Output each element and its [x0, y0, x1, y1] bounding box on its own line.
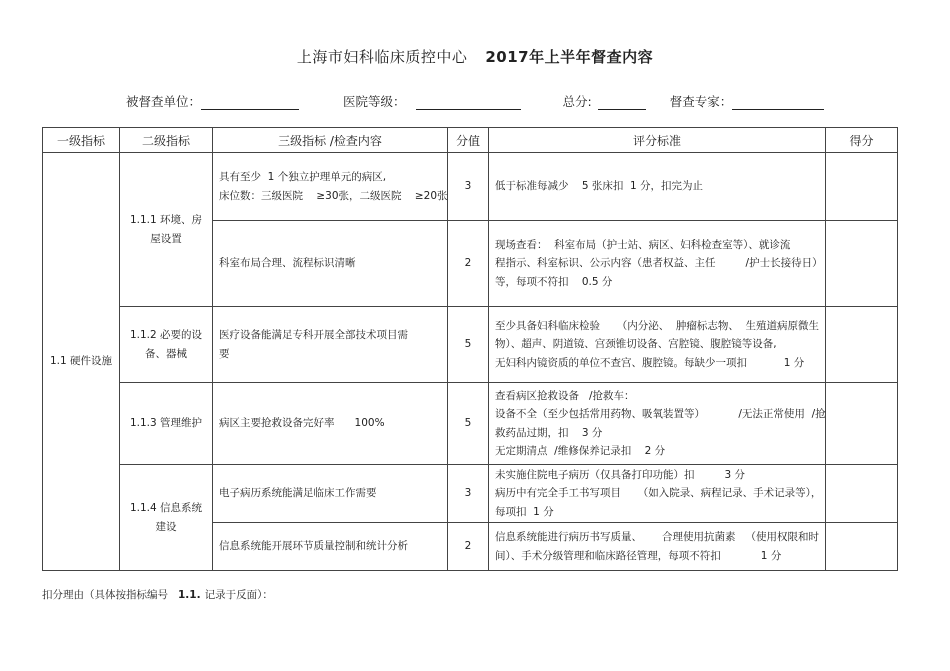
expert-blank[interactable] — [732, 95, 824, 110]
content-cell: 具有至少 1 个独立护理单元的病区, 床位数：三级医院 ≥30张，二级医院 ≥20张 — [213, 153, 448, 221]
footer-prefix: 扣分理由（具体按指标编号 — [42, 589, 168, 601]
level-blank[interactable] — [416, 95, 521, 110]
result-cell[interactable] — [826, 221, 898, 307]
score-cell: 2 — [448, 221, 489, 307]
footer-code: 1.1. — [178, 589, 201, 601]
title-year: 2017年上半年督查内容 — [485, 48, 654, 66]
header-level2: 二级指标 — [120, 128, 213, 153]
result-cell[interactable] — [826, 465, 898, 523]
level2-cell: 1.1.4 信息系统 建设 — [120, 465, 213, 571]
header-score: 分值 — [448, 128, 489, 153]
criteria-cell: 查看病区抢救设备 /抢救车： 设备不全（至少包括常用药物、吸氧装置等） /无法正常使用 /抢 救药品过期，扣 3 分 无定期清点 /维修保养记录扣 2 分 — [489, 383, 826, 465]
unit-label: 被督查单位： — [126, 94, 202, 109]
score-field — [563, 92, 646, 110]
score-blank[interactable] — [598, 95, 646, 110]
unit-blank[interactable] — [201, 95, 299, 110]
content-cell: 医疗设备能满足专科开展全部技术项目需 要 — [213, 307, 448, 383]
score-cell: 3 — [448, 465, 489, 523]
level1-cell: 1.1 硬件设施 — [43, 153, 120, 571]
content-cell: 病区主要抢救设备完好率 100% — [213, 383, 448, 465]
header-level3: 三级指标 /检查内容 — [213, 128, 448, 153]
criteria-cell: 低于标准每减少 5 张床扣 1 分，扣完为止 — [489, 153, 826, 221]
footer-suffix: 记录于反面）： — [204, 589, 273, 601]
unit-field — [126, 92, 299, 110]
level2-cell: 1.1.2 必要的设 备、器械 — [120, 307, 213, 383]
level-field — [343, 92, 521, 110]
header-level1: 一级指标 — [43, 128, 120, 153]
content-cell: 科室布局合理、流程标识清晰 — [213, 221, 448, 307]
result-cell[interactable] — [826, 523, 898, 571]
level2-cell: 1.1.3 管理维护 — [120, 383, 213, 465]
table-row — [43, 153, 898, 221]
info-row — [126, 92, 824, 110]
score-cell: 3 — [448, 153, 489, 221]
header-criteria: 评分标准 — [489, 128, 826, 153]
deduction-note — [42, 587, 273, 602]
result-cell[interactable] — [826, 383, 898, 465]
criteria-cell: 信息系统能进行病历书写质量、 合理使用抗菌素 （使用权限和时 间）、手术分级管理和临床路径管理，每项不符扣 1 分 — [489, 523, 826, 571]
criteria-cell: 现场查看： 科室布局（护士站、病区、妇科检查室等）、就诊流 程指示、科室标识、公示内容（患者权益、主任 /护士长接待日） 等，每项不符扣 0.5 分 — [489, 221, 826, 307]
expert-field — [670, 92, 825, 110]
content-cell: 电子病历系统能满足临床工作需要 — [213, 465, 448, 523]
inspection-table — [42, 127, 898, 571]
result-cell[interactable] — [826, 153, 898, 221]
score-label: 总分: — [562, 94, 592, 109]
level2-cell: 1.1.1 环境、房 屋设置 — [120, 153, 213, 307]
score-cell: 2 — [448, 523, 489, 571]
title-main: 上海市妇科临床质控中心 — [296, 48, 468, 66]
table-header-row — [43, 128, 898, 153]
score-cell: 5 — [448, 383, 489, 465]
page-title — [0, 46, 950, 67]
table-row — [43, 383, 898, 465]
score-cell: 5 — [448, 307, 489, 383]
expert-label: 督查专家： — [669, 94, 733, 109]
table-row — [43, 465, 898, 523]
table-row — [43, 307, 898, 383]
criteria-cell: 至少具备妇科临床检验 （内分泌、 肿瘤标志物、 生殖道病原微生 物）、超声、阴道镜、宫颈锥切设备、宫腔镜、腹腔镜等设备, 无妇科内镜资质的单位不查宫、腹腔镜。每缺少一项扣 1 分 — [489, 307, 826, 383]
level-label: 医院等级： — [343, 94, 406, 109]
criteria-cell: 未实施住院电子病历（仅具备打印功能）扣 3 分 病历中有完全手工书写项目 （如入院录、病程记录、手术记录等）， 每项扣 1 分 — [489, 465, 826, 523]
header-result: 得分 — [826, 128, 898, 153]
result-cell[interactable] — [826, 307, 898, 383]
content-cell: 信息系统能开展环节质量控制和统计分析 — [213, 523, 448, 571]
